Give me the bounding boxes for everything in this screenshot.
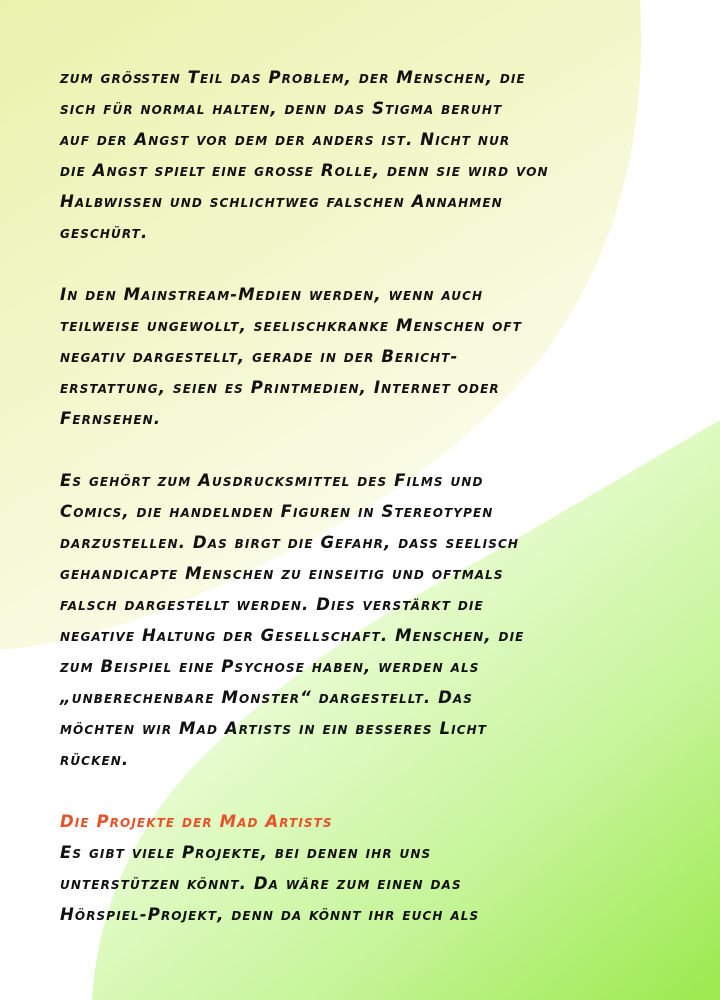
text-line: gehandicapte Menschen zu einseitig und oftmals: [60, 564, 504, 583]
text-line: die Angst spielt eine große Rolle, denn sie wird von: [60, 161, 549, 180]
text-line: sich für normal halten, denn das Stigma beruht: [60, 99, 503, 118]
text-line: Halbwissen und schlichtweg falschen Annahmen: [60, 192, 503, 211]
text-line: Es gehört zum Ausdrucksmittel des Films und: [60, 471, 484, 490]
text-line: negativ dargestellt, gerade in der Bericht-: [60, 347, 459, 366]
paragraph-stereotypes: [60, 465, 670, 775]
section-projects: [60, 806, 670, 930]
section-heading: Die Projekte der Mad Artists: [60, 812, 333, 831]
text-line: geschürt.: [60, 223, 149, 242]
article-body: [60, 62, 670, 930]
paragraph-media: [60, 279, 670, 434]
text-line: erstattung, seien es Printmedien, Internet oder: [60, 378, 500, 397]
text-line: zum Beispiel eine Psychose haben, werden als: [60, 657, 480, 676]
paragraph-stigma: [60, 62, 670, 248]
text-line: auf der Angst vor dem der anders ist. Nicht nur: [60, 130, 511, 149]
text-line: falsch dargestellt werden. Dies verstärkt die: [60, 595, 484, 614]
text-line: rücken.: [60, 750, 130, 769]
text-line: Es gibt viele Projekte, bei denen ihr uns: [60, 843, 432, 862]
text-line: zum größten Teil das Problem, der Menschen, die: [60, 68, 526, 87]
text-line: teilweise ungewollt, seelischkranke Menschen oft: [60, 316, 522, 335]
text-line: negative Haltung der Gesellschaft. Menschen, die: [60, 626, 525, 645]
text-line: Comics, die handelnden Figuren in Stereotypen: [60, 502, 494, 521]
text-line: Fernsehen.: [60, 409, 162, 428]
text-line: In den Mainstream-Medien werden, wenn auch: [60, 285, 484, 304]
text-line: Hörspiel-Projekt, denn da könnt ihr euch als: [60, 905, 480, 924]
text-line: unterstützen könnt. Da wäre zum einen das: [60, 874, 462, 893]
text-line: darzustellen. Das birgt die Gefahr, dass seelisch: [60, 533, 520, 552]
text-line: „unberechenbare Monster“ dargestellt. Das: [60, 688, 473, 707]
text-line: möchten wir Mad Artists in ein besseres Licht: [60, 719, 488, 738]
